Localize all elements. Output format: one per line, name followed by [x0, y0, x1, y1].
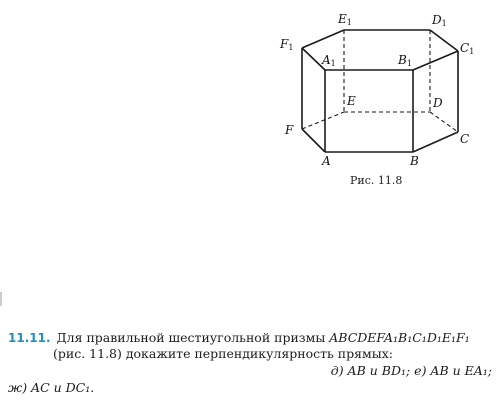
- hexagonal-prism-drawing: [270, 6, 500, 171]
- label-C: C: [460, 132, 470, 146]
- label-D1: $D_1$: [432, 13, 447, 28]
- problem-line-4: ж) AC и DC₁.: [8, 380, 95, 395]
- label-C1: $C_1$: [460, 41, 475, 56]
- prism-name: ABCDEFA₁B₁C₁D₁E₁F₁: [329, 330, 470, 345]
- label-E1: $E_1$: [338, 12, 352, 27]
- problem-intro-text: Для правильной шестиугольной призмы: [56, 330, 326, 345]
- figure-caption: Рис. 11.8: [350, 174, 403, 187]
- label-D: D: [433, 96, 443, 110]
- label-A1: $A_1$: [322, 53, 336, 68]
- problem-line-2: (рис. 11.8) докажите перпендикулярность прямых:: [53, 346, 393, 361]
- label-B1: $B_1$: [398, 53, 412, 68]
- problem-number: 11.11.: [8, 331, 51, 345]
- problem-line-1: [8, 330, 470, 346]
- prism-figure: [270, 6, 500, 171]
- problem-line-3: д) AB и BD₁; е) AB и EA₁;: [330, 363, 492, 378]
- margin-mark: [0, 292, 2, 306]
- label-A: A: [322, 154, 331, 168]
- label-E: E: [347, 94, 356, 108]
- label-F1: $F_1$: [280, 37, 294, 52]
- label-B: B: [410, 154, 419, 168]
- label-F: F: [285, 123, 294, 137]
